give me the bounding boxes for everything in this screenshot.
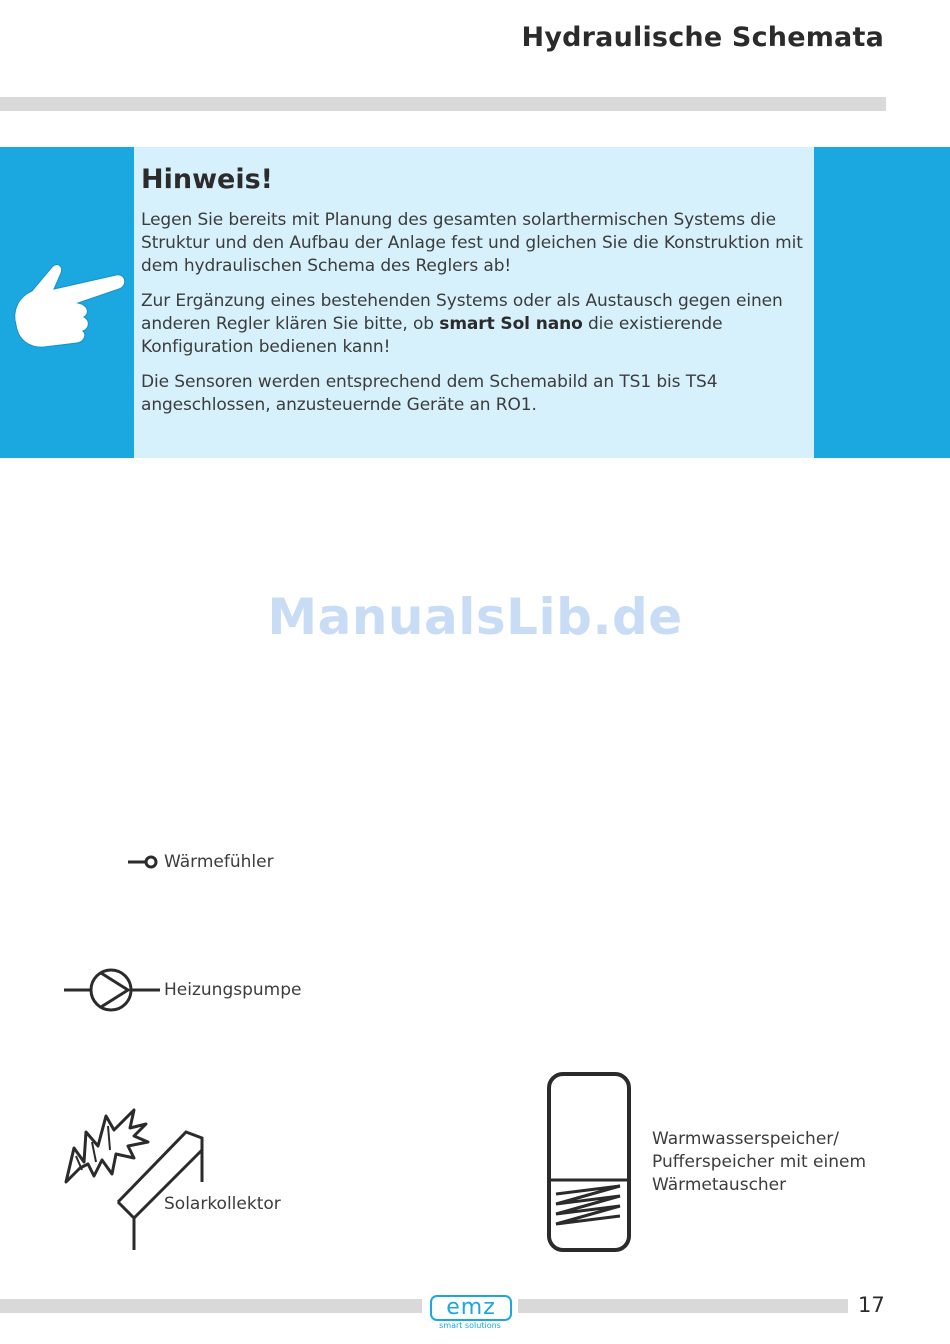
logo-wordmark: emz — [430, 1295, 512, 1321]
tank-label-line: Warmwasserspeicher/ — [652, 1129, 839, 1149]
notice-left-band — [0, 147, 134, 458]
notice-paragraph-replacement — [141, 290, 807, 359]
solar-collector-icon — [62, 1106, 212, 1254]
header-divider — [0, 97, 886, 111]
notice-heading: Hinweis! — [141, 164, 273, 195]
logo-tagline: smart solutions — [439, 1321, 501, 1330]
pump-icon — [62, 966, 162, 1014]
footer-divider-right — [518, 1299, 848, 1313]
pump-label: Heizungspumpe — [164, 980, 302, 1000]
page-title: Hydraulische Schemata — [521, 22, 884, 53]
notice-text: Zur Ergänzung eines bestehenden Systems oder als Austausch gegen einen anderen Regler klären Sie bitte, ob — [141, 291, 783, 334]
footer-divider-left — [0, 1299, 422, 1313]
notice-content — [141, 163, 807, 429]
collector-label: Solarkollektor — [164, 1194, 281, 1214]
storage-tank-icon — [544, 1070, 634, 1254]
page-number: 17 — [858, 1293, 885, 1317]
watermark: ManualsLib.de — [267, 588, 683, 646]
tank-label-line: Pufferspeicher mit einem — [652, 1152, 867, 1172]
emz-logo — [428, 1293, 514, 1333]
tank-label — [652, 1128, 866, 1197]
notice-text: die existierende Konfiguration bedienen kann! — [141, 314, 723, 357]
temperature-sensor-icon — [126, 852, 160, 872]
sensor-label: Wärmefühler — [164, 852, 274, 872]
tank-label-line: Wärmetauscher — [652, 1175, 787, 1195]
product-name: smart Sol nano — [439, 314, 583, 334]
notice-box — [0, 147, 950, 458]
notice-paragraph-sensors: Die Sensoren werden entsprechend dem Schemabild an TS1 bis TS4 angeschlossen, anzusteuernde Geräte an RO1. — [141, 372, 718, 415]
notice-right-band — [814, 147, 950, 458]
pointing-hand-icon — [8, 253, 128, 353]
notice-paragraph-planning: Legen Sie bereits mit Planung des gesamten solarthermischen Systems die Struktur und den Aufbau der Anlage fest und gleichen Sie die Konstruktion mit dem hydraulischen Schema des Reglers ab! — [141, 210, 803, 276]
